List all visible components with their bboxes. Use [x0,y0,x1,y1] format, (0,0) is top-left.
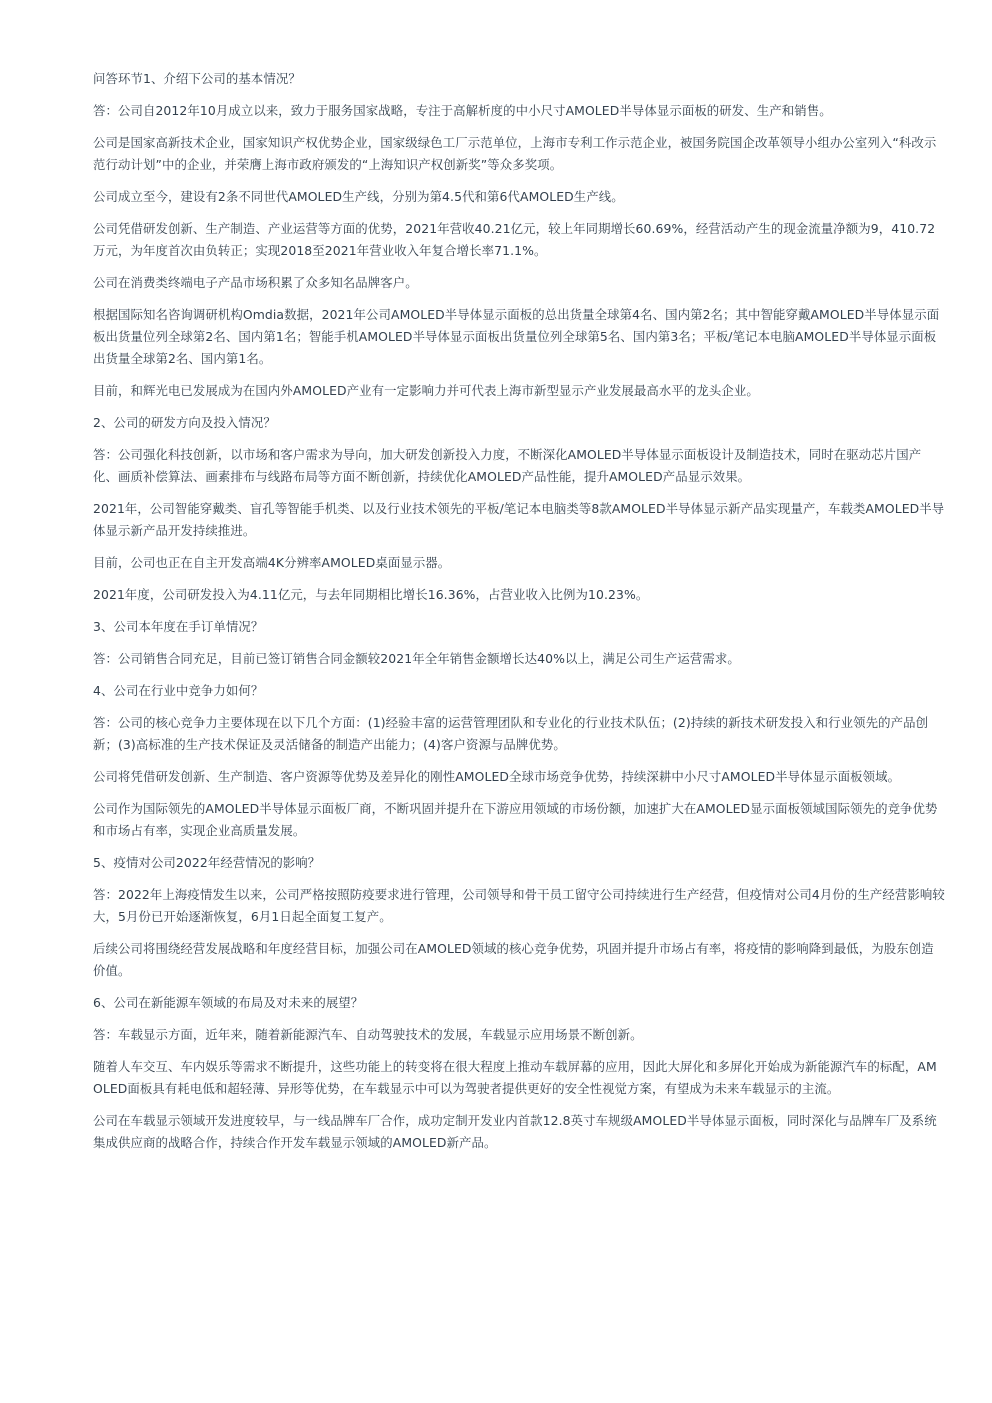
body-paragraph: 公司在消费类终端电子产品市场积累了众多知名品牌客户。 [93,275,418,290]
answer-paragraph: 答：公司自2012年10月成立以来，致力于服务国家战略，专注于高解析度的中小尺寸AMOLED半导体显示面板的研发、生产和销售。 [93,103,832,118]
answer-paragraph: 答：车载显示方面，近年来，随着新能源汽车、自动驾驶技术的发展，车载显示应用场景不断创新。 [93,1027,643,1042]
question-heading-4: 4、公司在行业中竞争力如何？ [93,683,264,698]
question-heading-2: 2、公司的研发方向及投入情况？ [93,415,276,430]
question-heading-6: 6、公司在新能源车领域的布局及对未来的展望？ [93,995,364,1010]
body-paragraph: 公司作为国际领先的AMOLED半导体显示面板厂商，不断巩固并提升在下游应用领域的市场份额，加速扩大在AMOLED显示面板领域国际领先的竞争优势和市场占有率，实现企业高质量发展。 [93,801,938,838]
body-paragraph: 根据国际知名咨询调研机构Omdia数据，2021年公司AMOLED半导体显示面板的总出货量全球第4名、国内第2名；其中智能穿戴AMOLED半导体显示面板出货量位列全球第2名、国内第1名；智能手机AMOLED半导体显示面板出货量位列全球第5名、国内第3名；平板/笔记本电脑AMOLED半导体显示面板出货量全球第2名、国内第1名。 [93,307,940,366]
body-paragraph: 公司是国家高新技术企业，国家知识产权优势企业，国家级绿色工厂示范单位，上海市专利工作示范企业，被国务院国企改革领导小组办公室列入“科改示范行动计划”中的企业，并荣膺上海市政府颁发的“上海知识产权创新奖”等众多奖项。 [93,135,937,172]
body-paragraph: 公司成立至今，建设有2条不同世代AMOLED生产线，分别为第4.5代和第6代AMOLED生产线。 [93,189,624,204]
body-paragraph: 公司在车载显示领域开发进度较早，与一线品牌车厂合作，成功定制开发业内首款12.8英寸车规级AMOLED半导体显示面板，同时深化与品牌车厂及系统集成供应商的战略合作，持续合作开发车载显示领域的AMOLED新产品。 [93,1113,937,1150]
answer-paragraph: 答：2022年上海疫情发生以来，公司严格按照防疫要求进行管理，公司领导和骨干员工留守公司持续进行生产经营，但疫情对公司4月份的生产经营影响较大，5月份已开始逐渐恢复，6月1日起全面复工复产。 [93,887,945,924]
body-paragraph: 2021年，公司智能穿戴类、盲孔等智能手机类、以及行业技术领先的平板/笔记本电脑类等8款AMOLED半导体显示新产品实现量产，车载类AMOLED半导体显示新产品开发持续推进。 [93,501,945,538]
question-heading-3: 3、公司本年度在手订单情况？ [93,619,264,634]
question-heading-1: 问答环节1、介绍下公司的基本情况？ [93,71,301,86]
body-paragraph: 目前，和辉光电已发展成为在国内外AMOLED产业有一定影响力并可代表上海市新型显示产业发展最高水平的龙头企业。 [93,383,759,398]
body-paragraph: 公司将凭借研发创新、生产制造、客户资源等优势及差异化的刚性AMOLED全球市场竞争优势，持续深耕中小尺寸AMOLED半导体显示面板领域。 [93,769,901,784]
question-heading-5: 5、疫情对公司2022年经营情况的影响？ [93,855,321,870]
body-paragraph: 2021年度，公司研发投入为4.11亿元，与去年同期相比增长16.36%，占营业收入比例为10.23%。 [93,587,649,602]
document-body [93,68,945,1164]
body-paragraph: 公司凭借研发创新、生产制造、产业运营等方面的优势，2021年营收40.21亿元，较上年同期增长60.69%，经营活动产生的现金流量净额为9，410.72万元，为年度首次由负转正；实现2018至2021年营业收入年复合增长率71.1%。 [93,221,936,258]
answer-paragraph: 答：公司强化科技创新，以市场和客户需求为导向，加大研发创新投入力度，不断深化AMOLED半导体显示面板设计及制造技术，同时在驱动芯片国产化、画质补偿算法、画素排布与线路布局等方面不断创新，持续优化AMOLED产品性能，提升AMOLED产品显示效果。 [93,447,922,484]
body-paragraph: 目前，公司也正在自主开发高端4K分辨率AMOLED桌面显示器。 [93,555,451,570]
answer-paragraph: 答：公司销售合同充足，目前已签订销售合同金额较2021年全年销售金额增长达40%以上，满足公司生产运营需求。 [93,651,740,666]
answer-paragraph: 答：公司的核心竞争力主要体现在以下几个方面：(1)经验丰富的运营管理团队和专业化的行业技术队伍；(2)持续的新技术研发投入和行业领先的产品创新；(3)高标准的生产技术保证及灵活储备的制造产出能力；(4)客户资源与品牌优势。 [93,715,929,752]
body-paragraph: 后续公司将围绕经营发展战略和年度经营目标，加强公司在AMOLED领域的核心竞争优势，巩固并提升市场占有率，将疫情的影响降到最低，为股东创造价值。 [93,941,934,978]
body-paragraph: 随着人车交互、车内娱乐等需求不断提升，这些功能上的转变将在很大程度上推动车载屏幕的应用，因此大屏化和多屏化开始成为新能源汽车的标配，AMOLED面板具有耗电低和超轻薄、异形等优势，在车载显示中可以为驾驶者提供更好的安全性视觉方案，有望成为未来车载显示的主流。 [93,1059,937,1096]
